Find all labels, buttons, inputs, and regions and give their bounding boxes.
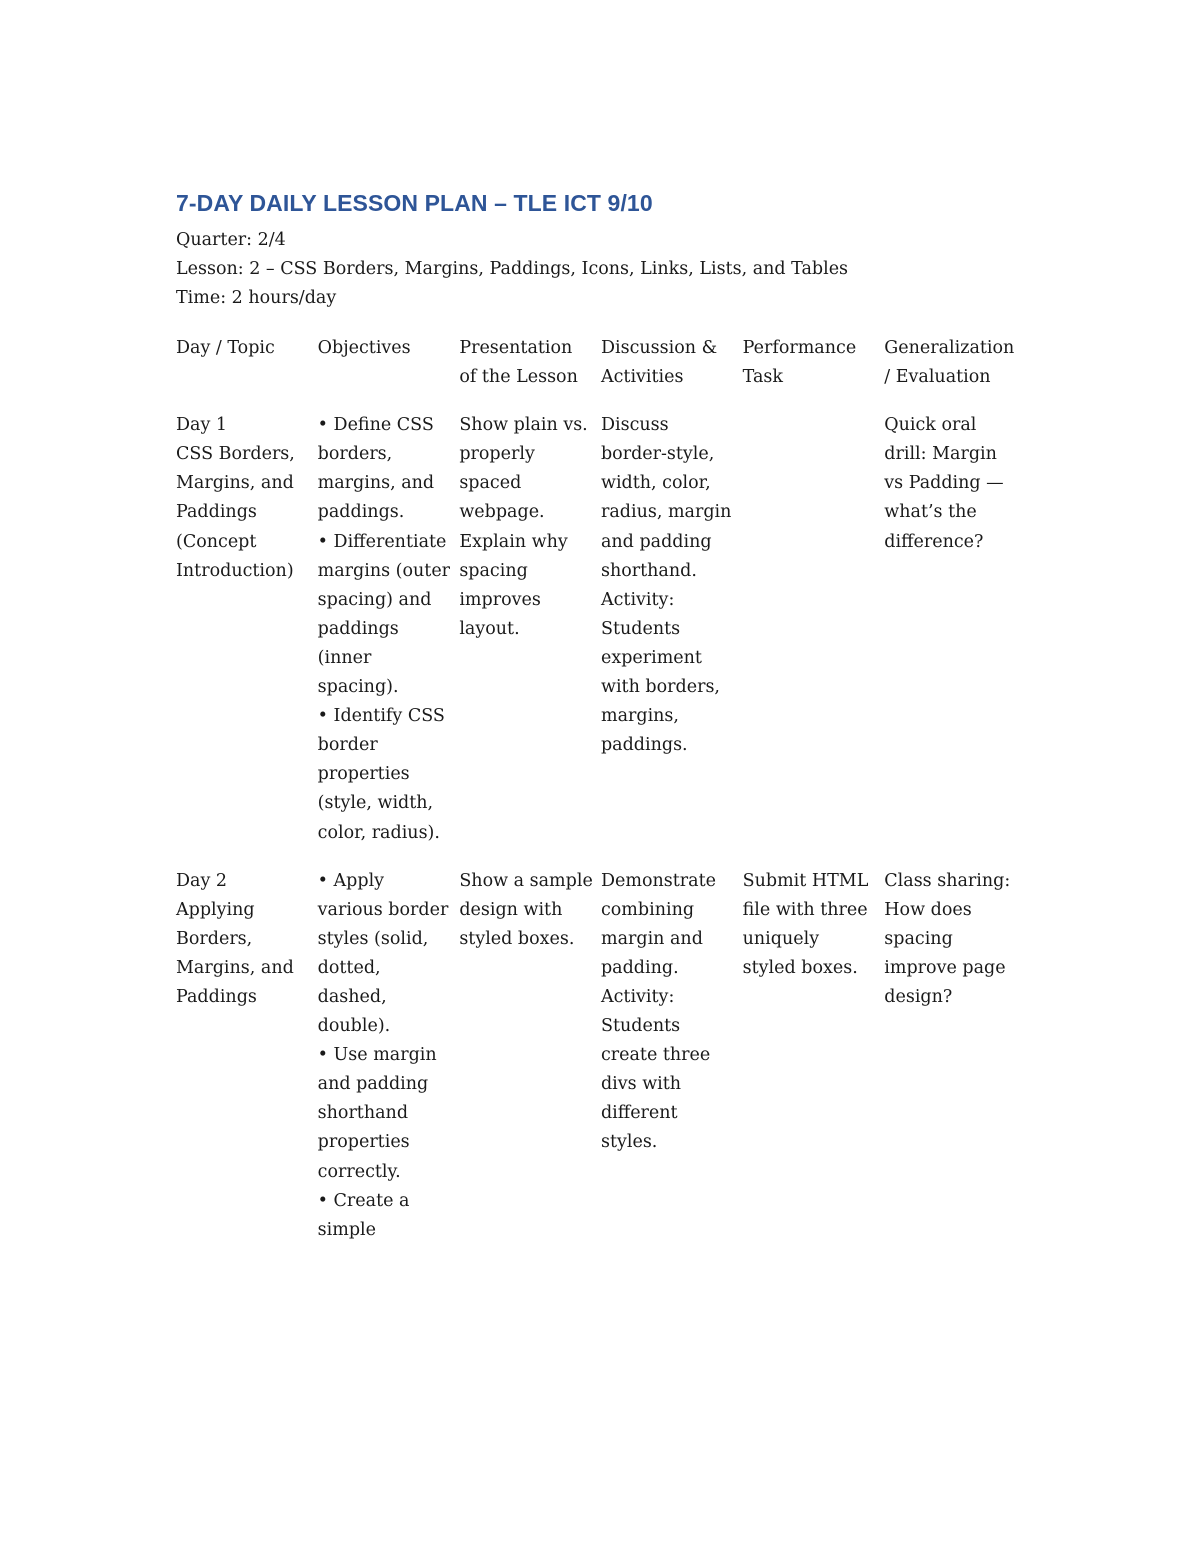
table-row (176, 867, 1026, 1264)
header-presentation: Presentation of the Lesson (459, 338, 578, 388)
time-line: Time: 2 hours/day (176, 288, 337, 308)
evaluation-text: Class sharing: How does spacing improve page design? (884, 870, 1011, 1007)
objectives-cell (318, 411, 460, 866)
presentation-cell (459, 411, 601, 866)
discussion-item: Discuss border-style, width, color, radius, margin and padding shorthand. (600, 415, 732, 581)
page-title: 7-DAY DAILY LESSON PLAN – TLE ICT 9/10 (176, 190, 653, 216)
evaluation-text: Quick oral drill: Margin vs Padding — what’s the difference? (884, 415, 1004, 552)
day-label: Day 1 (176, 415, 228, 436)
header-performance-task: Performance Task (742, 338, 857, 388)
performance-task-cell (743, 867, 885, 1264)
table-header-row (176, 334, 1026, 411)
presentation-item: Explain why spacing improves layout. (459, 531, 568, 639)
discussion-item: Demonstrate combining margin and padding. (600, 870, 716, 978)
day-topic-cell (176, 867, 318, 1264)
day-topic: CSS Borders, Margins, and Paddings (Concept Introduction) (176, 444, 295, 581)
objectives-cell (318, 867, 460, 1264)
header-objectives: Objectives (317, 338, 411, 358)
header-day-topic: Day / Topic (176, 338, 275, 358)
objective-item: • Apply various border styles (solid, dotted, dashed, double). (317, 870, 449, 1037)
quarter-line: Quarter: 2/4 (176, 230, 286, 250)
objective-item: • Define CSS borders, margins, and paddings. (317, 415, 435, 523)
lesson-line: Lesson: 2 – CSS Borders, Margins, Paddings, Icons, Links, Lists, and Tables (176, 259, 849, 279)
objective-item: • Identify CSS border properties (style, width, color, radius). (317, 706, 445, 843)
discussion-cell (601, 411, 743, 866)
lesson-plan-table (176, 334, 1026, 1264)
objective-item: • Use margin and padding shorthand properties correctly. (317, 1045, 437, 1182)
presentation-cell (459, 867, 601, 1264)
discussion-cell (601, 867, 743, 1264)
performance-task-cell (743, 411, 885, 866)
table-row (176, 411, 1026, 866)
day-topic-cell (176, 411, 318, 866)
day-topic: Applying Borders, Margins, and Paddings (176, 899, 294, 1007)
evaluation-cell (884, 411, 1026, 866)
presentation-item: Show a sample design with styled boxes. (459, 870, 593, 949)
evaluation-cell (884, 867, 1026, 1264)
presentation-item: Show plain vs. properly spaced webpage. (459, 415, 588, 523)
performance-task-text: Submit HTML file with three uniquely styled boxes. (742, 870, 869, 978)
discussion-item: Activity: Students experiment with borders, margins, paddings. (600, 589, 720, 756)
day-label: Day 2 (176, 870, 228, 891)
objective-item: • Differentiate margins (outer spacing) and paddings (inner spacing). (317, 531, 451, 698)
discussion-item: Activity: Students create three divs with different styles. (600, 986, 711, 1153)
header-discussion: Discussion & Activities (600, 338, 718, 388)
objective-item: • Create a simple (317, 1190, 410, 1240)
header-evaluation: Generalization / Evaluation (884, 338, 1015, 388)
